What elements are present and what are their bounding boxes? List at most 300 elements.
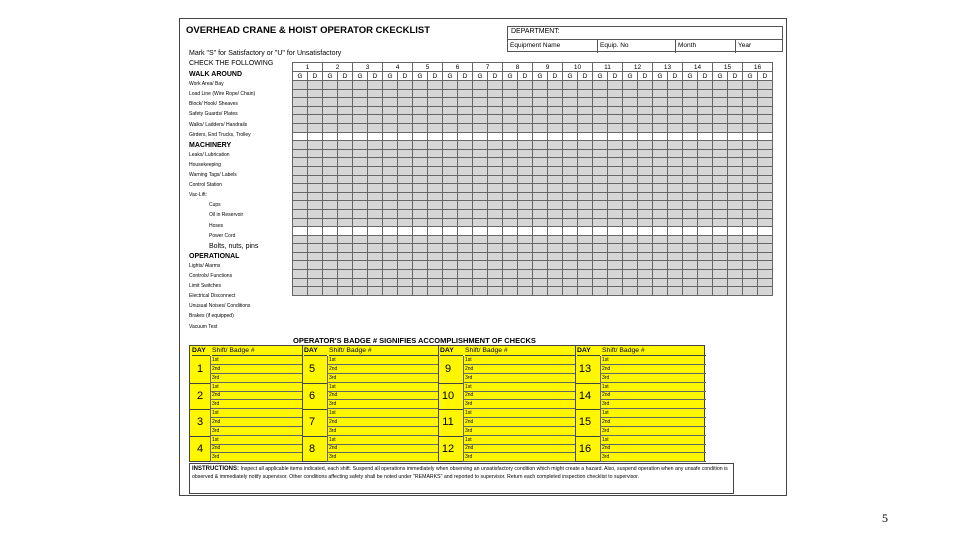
check-cell[interactable] xyxy=(668,270,683,279)
check-cell[interactable] xyxy=(368,141,383,150)
check-cell[interactable] xyxy=(443,270,458,279)
check-cell[interactable] xyxy=(623,235,638,244)
check-cell[interactable] xyxy=(608,192,623,201)
check-cell[interactable] xyxy=(383,235,398,244)
check-cell[interactable] xyxy=(743,209,758,218)
check-cell[interactable] xyxy=(473,270,488,279)
check-cell[interactable] xyxy=(728,278,743,287)
check-cell[interactable] xyxy=(473,278,488,287)
check-cell[interactable] xyxy=(728,123,743,132)
badge-shift-cell[interactable]: 2nd xyxy=(210,365,302,374)
check-cell[interactable] xyxy=(653,184,668,193)
check-cell[interactable] xyxy=(308,175,323,184)
check-cell[interactable] xyxy=(668,166,683,175)
check-cell[interactable] xyxy=(368,209,383,218)
badge-shift-cell[interactable]: 2nd xyxy=(463,365,575,374)
check-cell[interactable] xyxy=(503,98,518,107)
check-cell[interactable] xyxy=(398,89,413,98)
check-cell[interactable] xyxy=(698,175,713,184)
check-cell[interactable] xyxy=(653,270,668,279)
check-cell[interactable] xyxy=(413,158,428,167)
check-cell[interactable] xyxy=(758,158,773,167)
check-cell[interactable] xyxy=(308,106,323,115)
check-cell[interactable] xyxy=(368,270,383,279)
check-cell[interactable] xyxy=(638,115,653,124)
check-cell[interactable] xyxy=(533,141,548,150)
check-cell[interactable] xyxy=(293,244,308,253)
check-cell[interactable] xyxy=(518,261,533,270)
check-cell[interactable] xyxy=(713,158,728,167)
check-cell[interactable] xyxy=(698,166,713,175)
check-cell[interactable] xyxy=(713,89,728,98)
check-cell[interactable] xyxy=(458,149,473,158)
check-cell[interactable] xyxy=(683,166,698,175)
check-cell[interactable] xyxy=(743,158,758,167)
check-cell[interactable] xyxy=(383,252,398,261)
check-cell[interactable] xyxy=(413,270,428,279)
check-cell[interactable] xyxy=(548,106,563,115)
check-cell[interactable] xyxy=(473,166,488,175)
check-cell[interactable] xyxy=(503,184,518,193)
check-cell[interactable] xyxy=(398,149,413,158)
badge-shift-cell[interactable]: 2nd xyxy=(210,418,302,427)
check-cell[interactable] xyxy=(413,287,428,296)
check-cell[interactable] xyxy=(548,98,563,107)
check-cell[interactable] xyxy=(503,81,518,90)
check-cell[interactable] xyxy=(368,244,383,253)
check-cell[interactable] xyxy=(293,158,308,167)
check-cell[interactable] xyxy=(593,270,608,279)
check-cell[interactable] xyxy=(713,175,728,184)
check-cell[interactable] xyxy=(473,149,488,158)
check-cell[interactable] xyxy=(653,98,668,107)
check-cell[interactable] xyxy=(713,244,728,253)
check-cell[interactable] xyxy=(728,235,743,244)
check-cell[interactable] xyxy=(458,158,473,167)
check-cell[interactable] xyxy=(608,244,623,253)
check-cell[interactable] xyxy=(548,192,563,201)
check-cell[interactable] xyxy=(743,89,758,98)
check-cell[interactable] xyxy=(518,98,533,107)
check-cell[interactable] xyxy=(473,106,488,115)
check-cell[interactable] xyxy=(728,89,743,98)
check-cell[interactable] xyxy=(518,244,533,253)
check-cell[interactable] xyxy=(608,89,623,98)
badge-shift-cell[interactable]: 2nd xyxy=(600,444,706,453)
check-cell[interactable] xyxy=(338,278,353,287)
check-cell[interactable] xyxy=(578,184,593,193)
check-cell[interactable] xyxy=(758,218,773,227)
badge-shift-cell[interactable]: 1st xyxy=(210,383,302,392)
check-cell[interactable] xyxy=(698,98,713,107)
check-cell[interactable] xyxy=(683,149,698,158)
badge-shift-cell[interactable]: 3rd xyxy=(210,374,302,383)
check-cell[interactable] xyxy=(323,278,338,287)
check-cell[interactable] xyxy=(668,287,683,296)
check-cell[interactable] xyxy=(563,158,578,167)
check-cell[interactable] xyxy=(398,201,413,210)
check-cell[interactable] xyxy=(353,192,368,201)
check-cell[interactable] xyxy=(653,209,668,218)
check-cell[interactable] xyxy=(548,184,563,193)
check-cell[interactable] xyxy=(518,184,533,193)
check-cell[interactable] xyxy=(533,252,548,261)
check-cell[interactable] xyxy=(308,287,323,296)
check-cell[interactable] xyxy=(683,81,698,90)
check-cell[interactable] xyxy=(293,166,308,175)
check-cell[interactable] xyxy=(398,115,413,124)
check-cell[interactable] xyxy=(653,81,668,90)
check-cell[interactable] xyxy=(668,175,683,184)
check-cell[interactable] xyxy=(428,192,443,201)
check-cell[interactable] xyxy=(413,81,428,90)
check-cell[interactable] xyxy=(473,192,488,201)
check-cell[interactable] xyxy=(608,261,623,270)
check-cell[interactable] xyxy=(443,192,458,201)
check-cell[interactable] xyxy=(413,141,428,150)
check-cell[interactable] xyxy=(713,149,728,158)
check-cell[interactable] xyxy=(353,287,368,296)
check-cell[interactable] xyxy=(653,149,668,158)
check-cell[interactable] xyxy=(548,166,563,175)
check-cell[interactable] xyxy=(323,192,338,201)
check-cell[interactable] xyxy=(338,166,353,175)
check-cell[interactable] xyxy=(473,175,488,184)
check-cell[interactable] xyxy=(683,209,698,218)
check-cell[interactable] xyxy=(683,141,698,150)
check-cell[interactable] xyxy=(563,209,578,218)
check-cell[interactable] xyxy=(353,201,368,210)
check-cell[interactable] xyxy=(353,141,368,150)
check-cell[interactable] xyxy=(668,98,683,107)
check-cell[interactable] xyxy=(458,184,473,193)
check-cell[interactable] xyxy=(488,81,503,90)
check-cell[interactable] xyxy=(413,218,428,227)
check-cell[interactable] xyxy=(413,175,428,184)
check-cell[interactable] xyxy=(653,278,668,287)
check-cell[interactable] xyxy=(293,184,308,193)
check-cell[interactable] xyxy=(713,209,728,218)
check-cell[interactable] xyxy=(533,192,548,201)
check-cell[interactable] xyxy=(458,141,473,150)
check-cell[interactable] xyxy=(578,175,593,184)
check-cell[interactable] xyxy=(668,218,683,227)
check-cell[interactable] xyxy=(428,81,443,90)
check-cell[interactable] xyxy=(503,209,518,218)
check-cell[interactable] xyxy=(518,201,533,210)
check-cell[interactable] xyxy=(578,270,593,279)
check-cell[interactable] xyxy=(608,175,623,184)
check-cell[interactable] xyxy=(593,149,608,158)
badge-shift-cell[interactable]: 1st xyxy=(600,383,706,392)
check-cell[interactable] xyxy=(293,261,308,270)
check-cell[interactable] xyxy=(638,81,653,90)
check-cell[interactable] xyxy=(383,106,398,115)
check-cell[interactable] xyxy=(698,158,713,167)
check-cell[interactable] xyxy=(503,166,518,175)
check-cell[interactable] xyxy=(683,123,698,132)
check-cell[interactable] xyxy=(308,184,323,193)
check-cell[interactable] xyxy=(728,244,743,253)
check-cell[interactable] xyxy=(458,244,473,253)
check-cell[interactable] xyxy=(683,278,698,287)
check-cell[interactable] xyxy=(518,235,533,244)
badge-shift-cell[interactable]: 3rd xyxy=(600,453,706,462)
check-cell[interactable] xyxy=(593,184,608,193)
check-cell[interactable] xyxy=(653,89,668,98)
check-cell[interactable] xyxy=(578,89,593,98)
check-cell[interactable] xyxy=(398,106,413,115)
check-cell[interactable] xyxy=(668,261,683,270)
check-cell[interactable] xyxy=(428,278,443,287)
check-cell[interactable] xyxy=(428,218,443,227)
check-cell[interactable] xyxy=(413,252,428,261)
badge-shift-cell[interactable]: 2nd xyxy=(210,444,302,453)
check-cell[interactable] xyxy=(398,192,413,201)
check-cell[interactable] xyxy=(608,123,623,132)
check-cell[interactable] xyxy=(383,218,398,227)
check-cell[interactable] xyxy=(368,123,383,132)
check-cell[interactable] xyxy=(293,98,308,107)
check-cell[interactable] xyxy=(398,270,413,279)
check-cell[interactable] xyxy=(758,106,773,115)
check-cell[interactable] xyxy=(428,149,443,158)
check-cell[interactable] xyxy=(713,141,728,150)
check-cell[interactable] xyxy=(593,98,608,107)
check-cell[interactable] xyxy=(698,149,713,158)
badge-shift-cell[interactable]: 3rd xyxy=(210,400,302,409)
check-cell[interactable] xyxy=(668,235,683,244)
check-cell[interactable] xyxy=(413,278,428,287)
check-cell[interactable] xyxy=(473,81,488,90)
check-cell[interactable] xyxy=(293,115,308,124)
check-cell[interactable] xyxy=(533,261,548,270)
check-cell[interactable] xyxy=(623,166,638,175)
check-cell[interactable] xyxy=(308,201,323,210)
check-cell[interactable] xyxy=(428,115,443,124)
check-cell[interactable] xyxy=(533,158,548,167)
check-cell[interactable] xyxy=(533,235,548,244)
check-cell[interactable] xyxy=(758,184,773,193)
badge-shift-cell[interactable]: 1st xyxy=(600,356,706,365)
badge-shift-cell[interactable]: 2nd xyxy=(327,365,438,374)
check-cell[interactable] xyxy=(473,89,488,98)
check-cell[interactable] xyxy=(563,115,578,124)
check-cell[interactable] xyxy=(413,115,428,124)
check-cell[interactable] xyxy=(728,141,743,150)
check-cell[interactable] xyxy=(578,149,593,158)
check-cell[interactable] xyxy=(488,98,503,107)
check-cell[interactable] xyxy=(668,201,683,210)
check-cell[interactable] xyxy=(398,158,413,167)
check-cell[interactable] xyxy=(638,166,653,175)
check-cell[interactable] xyxy=(488,184,503,193)
check-cell[interactable] xyxy=(383,166,398,175)
check-cell[interactable] xyxy=(563,192,578,201)
check-cell[interactable] xyxy=(713,106,728,115)
check-cell[interactable] xyxy=(548,123,563,132)
equipment-name-field[interactable]: Equipment Name xyxy=(508,40,598,53)
check-cell[interactable] xyxy=(728,261,743,270)
check-cell[interactable] xyxy=(353,166,368,175)
check-cell[interactable] xyxy=(308,141,323,150)
check-cell[interactable] xyxy=(308,261,323,270)
check-cell[interactable] xyxy=(368,278,383,287)
check-cell[interactable] xyxy=(323,98,338,107)
check-cell[interactable] xyxy=(488,158,503,167)
check-cell[interactable] xyxy=(443,252,458,261)
check-cell[interactable] xyxy=(653,244,668,253)
check-cell[interactable] xyxy=(413,123,428,132)
check-cell[interactable] xyxy=(458,270,473,279)
badge-shift-cell[interactable]: 3rd xyxy=(327,374,438,383)
check-cell[interactable] xyxy=(758,81,773,90)
badge-shift-cell[interactable]: 1st xyxy=(463,383,575,392)
check-cell[interactable] xyxy=(638,209,653,218)
check-cell[interactable] xyxy=(473,235,488,244)
check-cell[interactable] xyxy=(653,141,668,150)
check-cell[interactable] xyxy=(563,89,578,98)
check-cell[interactable] xyxy=(443,149,458,158)
check-cell[interactable] xyxy=(503,192,518,201)
check-cell[interactable] xyxy=(383,278,398,287)
check-cell[interactable] xyxy=(413,166,428,175)
check-cell[interactable] xyxy=(728,106,743,115)
check-cell[interactable] xyxy=(593,252,608,261)
check-cell[interactable] xyxy=(413,201,428,210)
check-cell[interactable] xyxy=(353,270,368,279)
check-cell[interactable] xyxy=(383,261,398,270)
check-cell[interactable] xyxy=(338,201,353,210)
check-cell[interactable] xyxy=(563,149,578,158)
check-cell[interactable] xyxy=(578,209,593,218)
check-cell[interactable] xyxy=(548,149,563,158)
check-cell[interactable] xyxy=(443,235,458,244)
check-cell[interactable] xyxy=(683,270,698,279)
badge-shift-cell[interactable]: 2nd xyxy=(210,391,302,400)
check-cell[interactable] xyxy=(713,235,728,244)
check-cell[interactable] xyxy=(578,115,593,124)
check-cell[interactable] xyxy=(323,270,338,279)
check-cell[interactable] xyxy=(698,184,713,193)
check-cell[interactable] xyxy=(443,261,458,270)
check-cell[interactable] xyxy=(293,287,308,296)
check-cell[interactable] xyxy=(653,252,668,261)
check-cell[interactable] xyxy=(683,184,698,193)
badge-shift-cell[interactable]: 3rd xyxy=(210,427,302,436)
check-cell[interactable] xyxy=(668,252,683,261)
check-cell[interactable] xyxy=(548,278,563,287)
check-cell[interactable] xyxy=(608,235,623,244)
check-cell[interactable] xyxy=(698,261,713,270)
check-cell[interactable] xyxy=(578,261,593,270)
check-cell[interactable] xyxy=(743,278,758,287)
check-cell[interactable] xyxy=(488,209,503,218)
check-cell[interactable] xyxy=(503,235,518,244)
check-cell[interactable] xyxy=(383,192,398,201)
check-cell[interactable] xyxy=(578,278,593,287)
check-cell[interactable] xyxy=(323,201,338,210)
check-cell[interactable] xyxy=(563,278,578,287)
check-cell[interactable] xyxy=(413,184,428,193)
check-cell[interactable] xyxy=(428,261,443,270)
check-cell[interactable] xyxy=(743,166,758,175)
check-cell[interactable] xyxy=(458,115,473,124)
check-cell[interactable] xyxy=(638,98,653,107)
check-cell[interactable] xyxy=(653,158,668,167)
check-cell[interactable] xyxy=(698,89,713,98)
check-cell[interactable] xyxy=(653,287,668,296)
check-cell[interactable] xyxy=(563,106,578,115)
badge-shift-cell[interactable]: 1st xyxy=(463,409,575,418)
check-cell[interactable] xyxy=(338,115,353,124)
check-cell[interactable] xyxy=(518,166,533,175)
check-cell[interactable] xyxy=(593,261,608,270)
check-cell[interactable] xyxy=(578,244,593,253)
check-cell[interactable] xyxy=(383,158,398,167)
check-cell[interactable] xyxy=(533,123,548,132)
check-cell[interactable] xyxy=(503,261,518,270)
check-cell[interactable] xyxy=(623,244,638,253)
check-cell[interactable] xyxy=(383,270,398,279)
check-cell[interactable] xyxy=(293,278,308,287)
check-cell[interactable] xyxy=(308,158,323,167)
check-cell[interactable] xyxy=(743,192,758,201)
check-cell[interactable] xyxy=(758,261,773,270)
check-cell[interactable] xyxy=(338,192,353,201)
check-cell[interactable] xyxy=(518,89,533,98)
check-cell[interactable] xyxy=(548,287,563,296)
check-cell[interactable] xyxy=(503,218,518,227)
check-cell[interactable] xyxy=(638,261,653,270)
check-cell[interactable] xyxy=(623,98,638,107)
check-cell[interactable] xyxy=(473,115,488,124)
check-cell[interactable] xyxy=(473,252,488,261)
check-cell[interactable] xyxy=(353,81,368,90)
check-cell[interactable] xyxy=(713,192,728,201)
check-cell[interactable] xyxy=(698,115,713,124)
check-cell[interactable] xyxy=(323,252,338,261)
check-cell[interactable] xyxy=(458,252,473,261)
check-cell[interactable] xyxy=(308,244,323,253)
check-cell[interactable] xyxy=(503,115,518,124)
check-cell[interactable] xyxy=(758,244,773,253)
check-cell[interactable] xyxy=(638,123,653,132)
check-cell[interactable] xyxy=(638,184,653,193)
check-cell[interactable] xyxy=(368,106,383,115)
check-cell[interactable] xyxy=(503,244,518,253)
check-cell[interactable] xyxy=(578,158,593,167)
check-cell[interactable] xyxy=(473,261,488,270)
check-cell[interactable] xyxy=(548,235,563,244)
check-cell[interactable] xyxy=(728,158,743,167)
check-cell[interactable] xyxy=(593,141,608,150)
check-cell[interactable] xyxy=(668,141,683,150)
check-cell[interactable] xyxy=(503,201,518,210)
check-cell[interactable] xyxy=(518,218,533,227)
check-cell[interactable] xyxy=(338,244,353,253)
badge-shift-cell[interactable]: 3rd xyxy=(463,427,575,436)
badge-shift-cell[interactable]: 1st xyxy=(600,409,706,418)
check-cell[interactable] xyxy=(338,270,353,279)
check-cell[interactable] xyxy=(323,141,338,150)
check-cell[interactable] xyxy=(623,141,638,150)
check-cell[interactable] xyxy=(308,123,323,132)
check-cell[interactable] xyxy=(308,209,323,218)
check-cell[interactable] xyxy=(668,81,683,90)
check-cell[interactable] xyxy=(293,89,308,98)
check-cell[interactable] xyxy=(518,287,533,296)
